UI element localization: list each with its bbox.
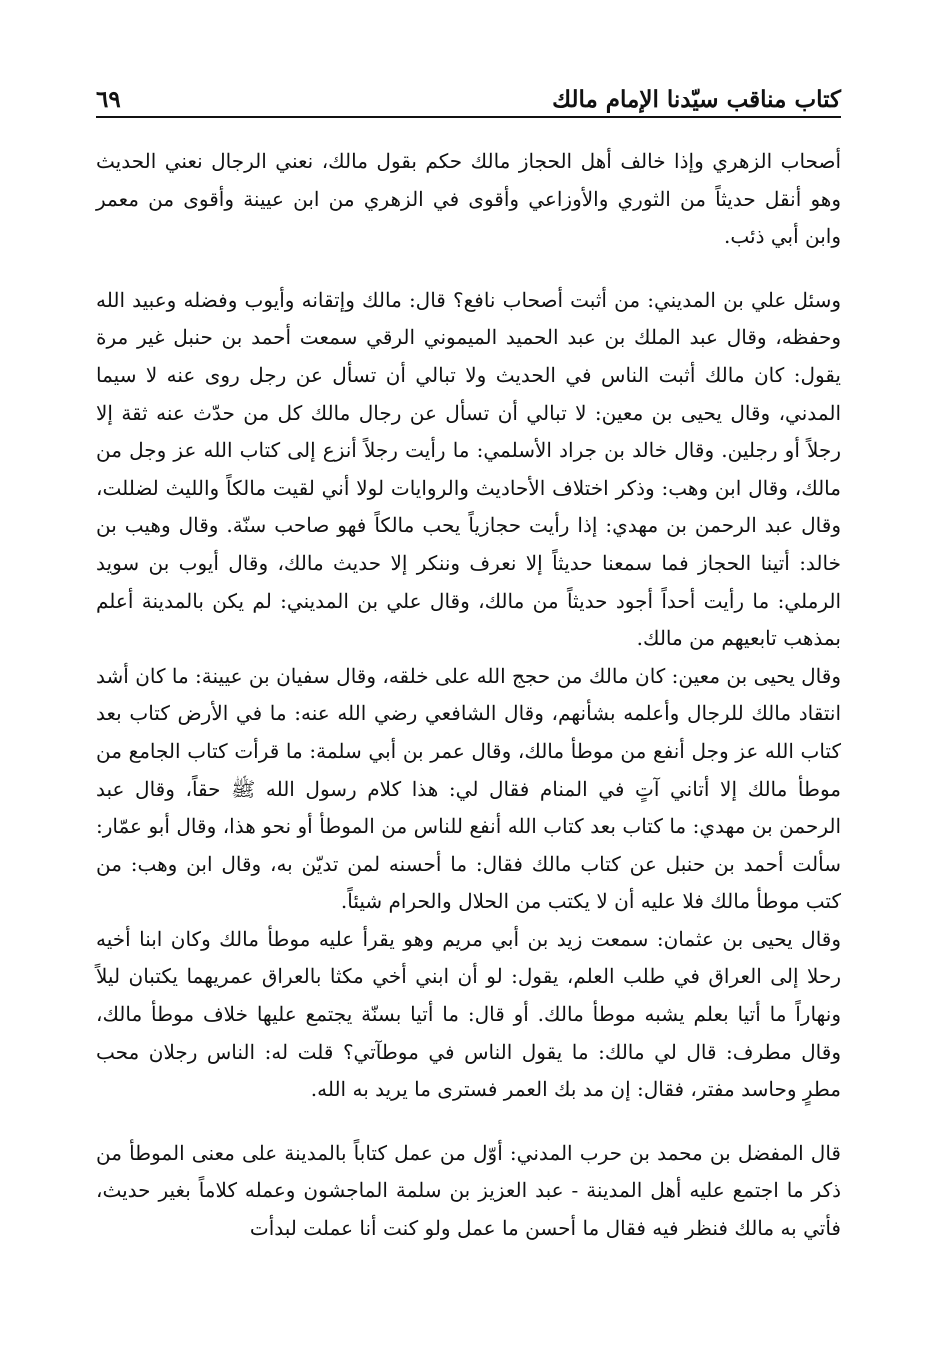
page-body xyxy=(96,143,841,1248)
paragraph-5: قال المفضل بن محمد بن حرب المدني: أوّل من عمل كتاباً بالمدينة على معنى الموطأ من ذكر ما اجتمع عليه أهل المدينة - عبد العزيز بن سلمة الماجشون وعمله كلاماً بغير حديث، فأتي به مالك فنظر فيه فقال ما أحسن ما عمل ولو كنت أنا عملت لبدأت xyxy=(96,1140,841,1241)
page-number: ٦٩ xyxy=(96,86,121,113)
paragraph-2: وسئل علي بن المديني: من أثبت أصحاب نافع؟ قال: مالك وإتقانه وأيوب وفضله وعبيد الله وحفظه، وقال عبد الملك بن عبد الحميد الميموني الرقي سمعت أحمد بن حنبل غير مرة يقول: كان مالك أثبت الناس في الحديث ولا تبالي أن تسأل عن رجل روى عنه لا سيما المدني، وقال يحيى بن معين: لا تبالي أن تسأل عن رجال مالك كل من حدّث عنه ثقة إلا رجلاً أو رجلين. وقال خالد بن جراد الأسلمي: ما رأيت رجلاً أنزع إلى كتاب الله عز وجل من مالك، وقال ابن وهب: وذكر اختلاف الأحاديث والروايات لولا أني لقيت مالكاً والليث لضللت، وقال عبد الرحمن بن مهدي: إذا رأيت حجازياً يحب مالكاً فهو صاحب سنّة. وقال وهيب بن خالد: أتينا الحجاز فما سمعنا حديثاً إلا نعرف وننكر إلا حديث مالك، وقال أيوب بن سويد الرملي: ما رأيت أحداً أجود حديثاً من مالك، وقال علي بن المديني: لم يكن بالمدينة أعلم بمذهب تابعيهم من مالك. xyxy=(96,287,841,651)
running-header xyxy=(96,72,841,118)
header-rule xyxy=(96,116,841,118)
paragraph-1: أصحاب الزهري وإذا خالف أهل الحجاز مالك حكم بقول مالك، نعني الرجال نعني الحديث وهو أنقل حديثاً من الثوري والأوزاعي وأقوى في الزهري من ابن عيينة وأقوى من معمر وابن أبي ذئب. xyxy=(96,149,842,249)
paragraph-4: وقال يحيى بن عثمان: سمعت زيد بن أبي مريم وهو يقرأ عليه موطأ مالك وكان ابنا أخيه رحلا إلى العراق في طلب العلم، يقول: لو أن ابني أخي مكثا بالعراق عمريهما يكتبان ليلاً ونهاراً ما أتيا بعلم يشبه موطأ مالك. أو قال: ما أتيا بسنّة يجتمع عليها خلاف موطأ مالك، وقال مطرف: قال لي مالك: ما يقول الناس في موطآتي؟ قلت له: الناس رجلان محب مطرٍ وحاسد مفتر، فقال: إن مد بك العمر فسترى ما يريد به الله. xyxy=(96,926,841,1102)
running-title: كتاب مناقب سيّدنا الإمام مالك xyxy=(552,86,841,113)
paragraph-3: وقال يحيى بن معين: كان مالك من حجج الله على خلقه، وقال سفيان بن عيينة: ما كان أشد انتقاد مالك للرجال وأعلمه بشأنهم، وقال الشافعي رضي الله عنه: ما في الأرض كتاب بعد كتاب الله عز وجل أنفع من موطأ مالك، وقال عمر بن أبي سلمة: ما قرأت كتاب الجامع من موطأ مالك إلا أتاني آتٍ في المنام فقال لي: هذا كلام رسول الله ﷺ حقاً، وقال عبد الرحمن بن مهدي: ما كتاب بعد كتاب الله أنفع للناس من الموطأ أو نحو هذا، وقال أبو عمّار: سألت أحمد بن حنبل عن كتاب مالك فقال: ما أحسنه لمن تديّن به، وقال ابن وهب: من كتب موطأ مالك فلا عليه أن لا يكتب من الحلال والحرام شيئاً. xyxy=(96,663,841,914)
